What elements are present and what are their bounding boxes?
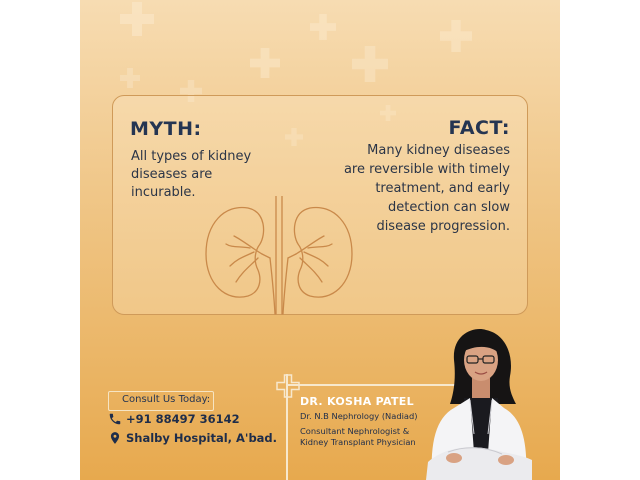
plus-icon	[276, 374, 300, 402]
doctor-role-line: Kidney Transplant Physician	[300, 437, 416, 447]
location-text[interactable]: Shalby Hospital, A'bad.	[126, 431, 278, 445]
plus-icon	[310, 14, 336, 40]
fact-line: disease progression.	[376, 219, 510, 234]
plus-icon	[352, 46, 388, 82]
plus-icon	[120, 2, 154, 36]
fact-title: FACT:	[448, 117, 510, 139]
plus-icon	[440, 20, 472, 52]
phone-number[interactable]: +91 88497 36142	[126, 412, 240, 426]
myth-text	[131, 148, 271, 202]
fact-line: Many kidney diseases	[367, 143, 510, 158]
myth-line: All types of kidney	[131, 149, 252, 164]
poster	[80, 0, 560, 480]
consult-label: Consult Us Today:	[122, 394, 211, 405]
phone-row[interactable]	[108, 412, 240, 426]
myth-line: diseases are	[131, 167, 213, 182]
location-row[interactable]	[108, 431, 277, 445]
kidneys-illustration	[204, 196, 354, 320]
location-pin-icon	[108, 431, 122, 445]
fact-line: detection can slow	[388, 200, 510, 215]
phone-icon	[108, 412, 122, 426]
fact-line: are reversible with timely	[343, 162, 510, 177]
doctor-name: DR. KOSHA PATEL	[300, 395, 414, 408]
doctor-portrait	[424, 322, 534, 480]
plus-icon	[250, 48, 280, 78]
plus-icon	[120, 68, 140, 88]
myth-title: MYTH:	[130, 118, 202, 140]
myth-line: incurable.	[131, 185, 196, 200]
doctor-role-line: Consultant Nephrologist &	[300, 426, 410, 436]
doctor-qualification: Dr. N.B Nephrology (Nadiad)	[300, 411, 418, 421]
fact-line: treatment, and early	[375, 181, 510, 196]
